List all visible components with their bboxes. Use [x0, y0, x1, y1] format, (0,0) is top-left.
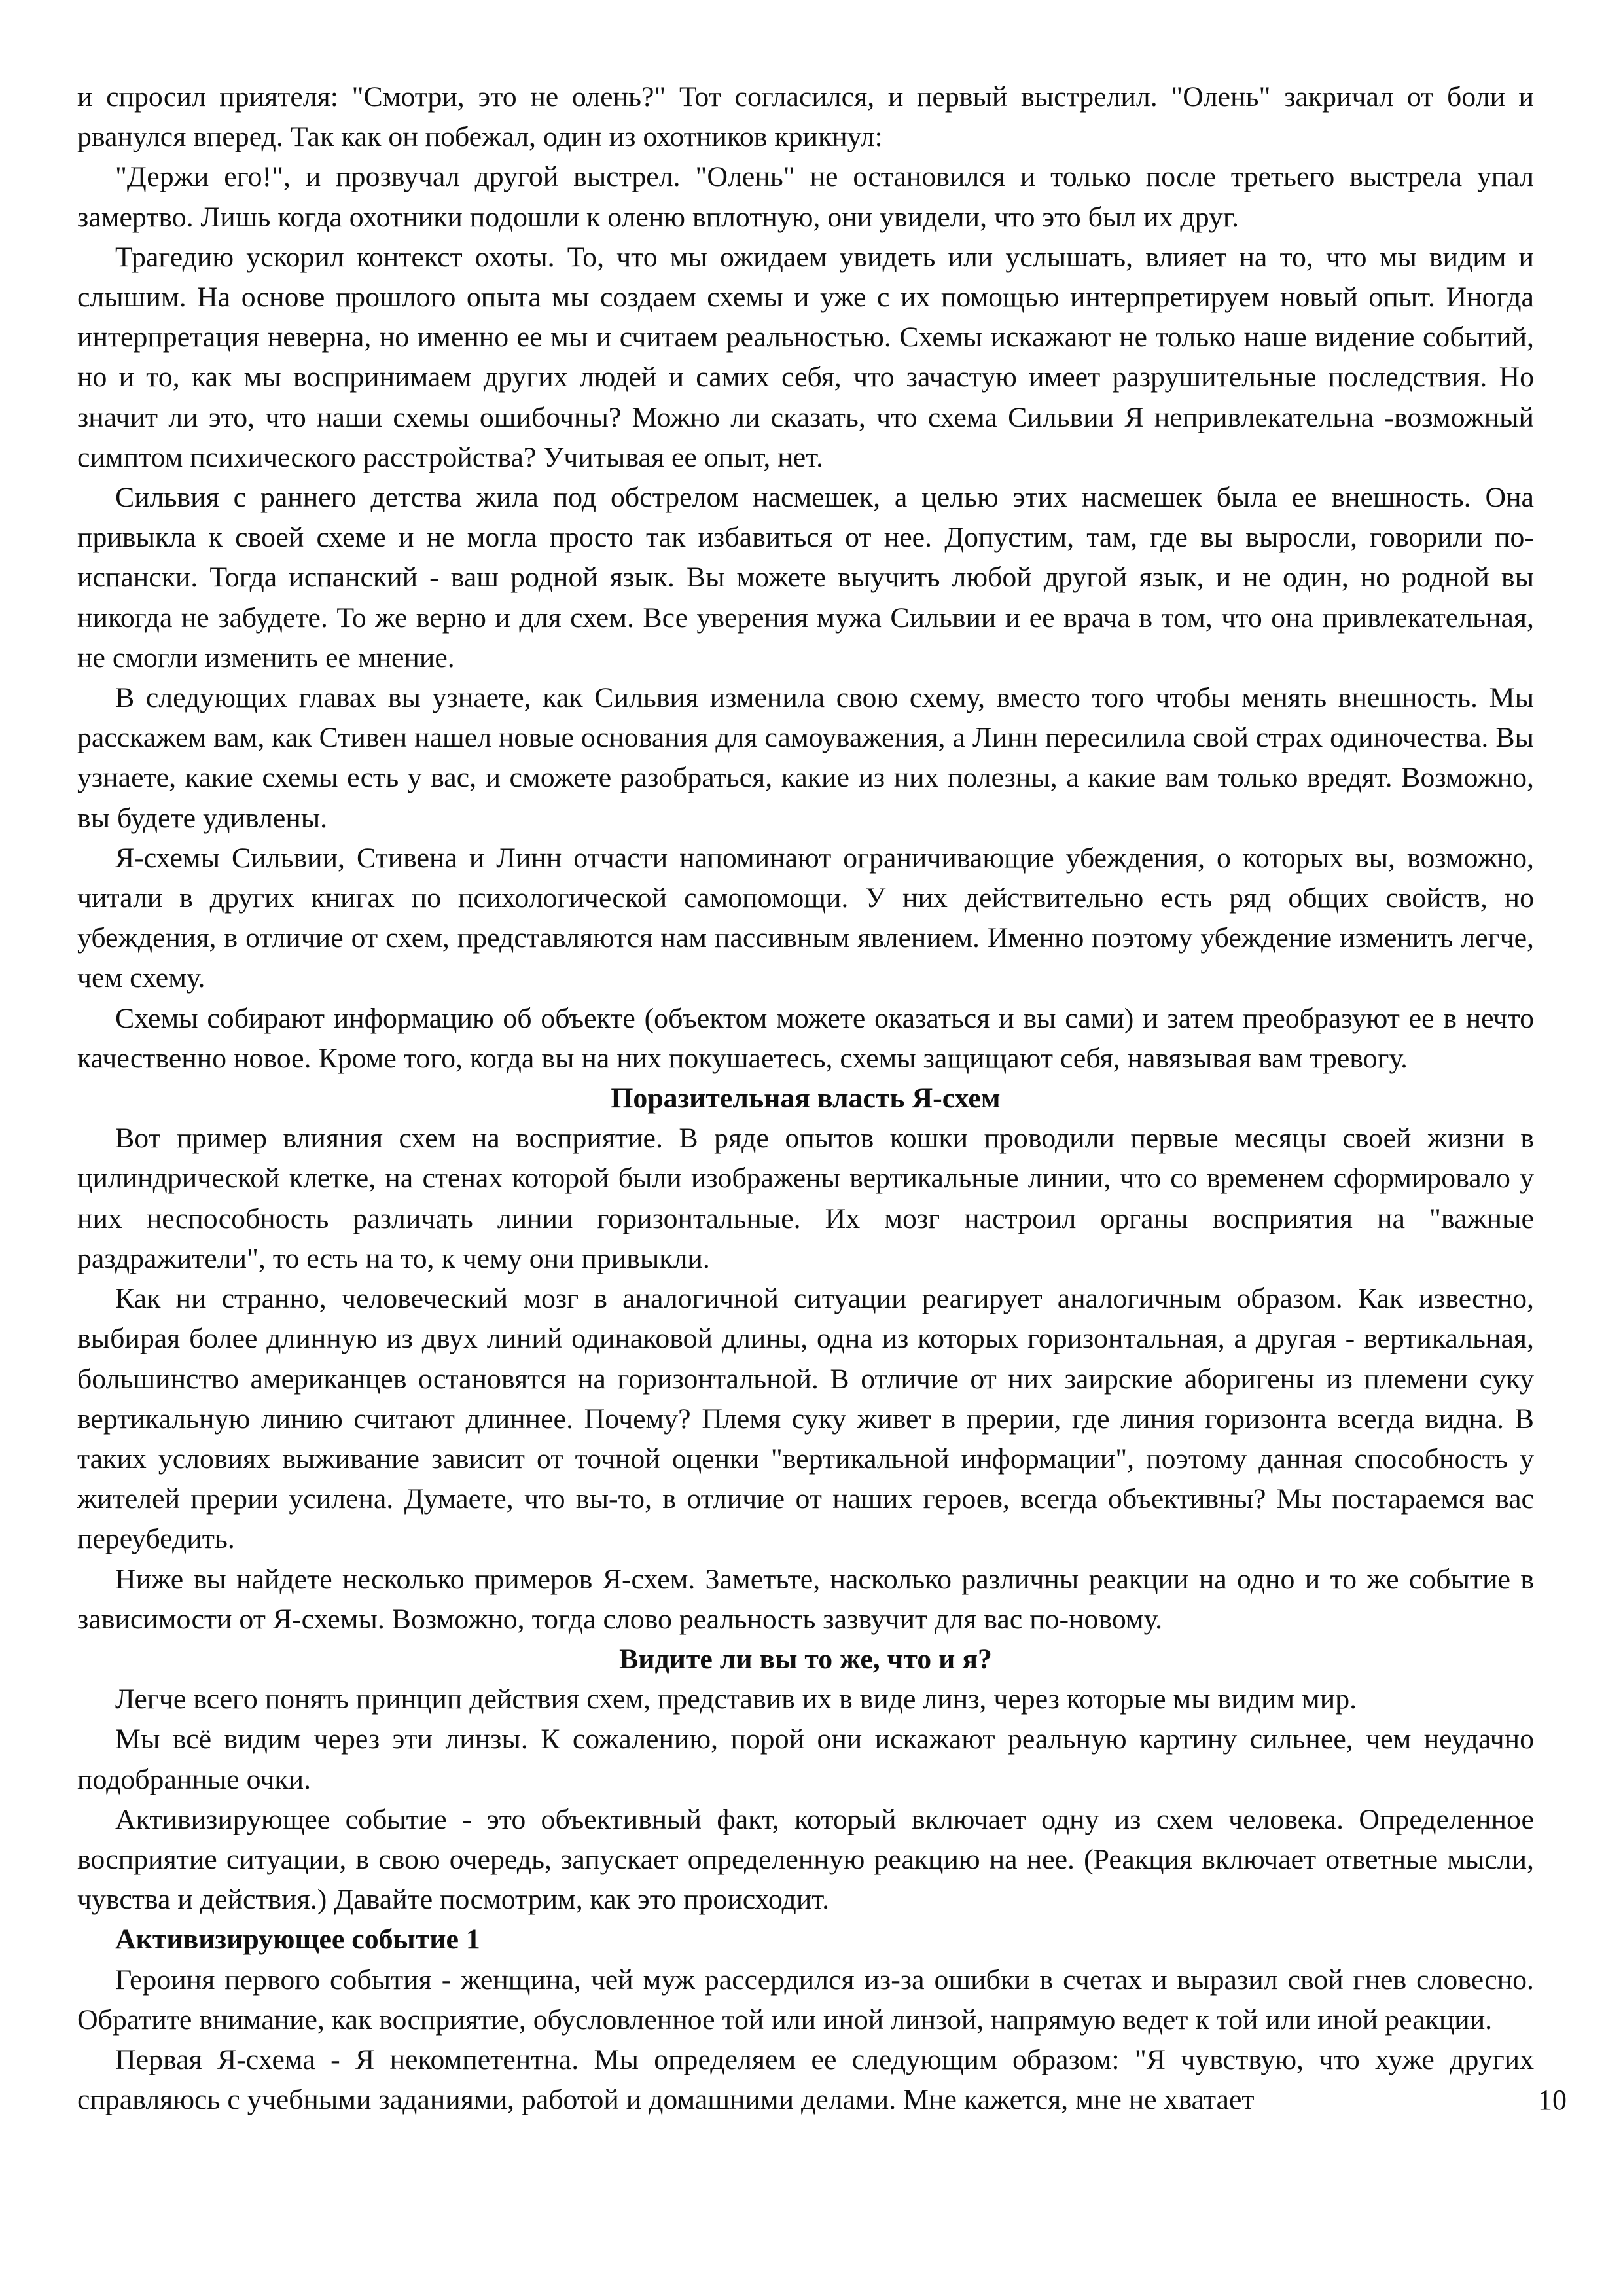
section-heading: Поразительная власть Я-схем	[611, 1083, 1001, 1115]
paragraph: Я-схемы Сильвии, Стивена и Линн отчасти напоминают ограничивающие убеждения, о которых вы, возможно, читали в других книгах по психологической самопомощи. У них действительно есть ряд общих свойств, но убеждения, в отличие от схем, представляются нам пассивным явлением. Именно поэтому убеждение изменить легче, чем схему.	[77, 842, 1534, 994]
subsection-heading: Активизирующее событие 1	[115, 1924, 480, 1956]
paragraph: Трагедию ускорил контекст охоты. То, что мы ожидаем увидеть или услышать, влияет на то, что мы видим и слышим. На основе прошлого опыта мы создаем схемы и уже с их помощью интерпретируем новый опыт. Иногда интерпретация неверна, но именно ее мы и считаем реальностью. Схемы искажают не только наше видение событий, но и то, как мы воспринимаем других людей и самих себя, что зачастую имеет разрушительные последствия. Но значит ли это, что наши схемы ошибочны? Можно ли сказать, что схема Сильвии Я непривлекательна -возможный симптом психического расстройства? Учитывая ее опыт, нет.	[77, 241, 1534, 473]
section-heading: Видите ли вы то же, что и я?	[619, 1643, 992, 1675]
paragraph: Сильвия с раннего детства жила под обстрелом насмешек, а целью этих насмешек была ее внешность. Она привыкла к своей схеме и не могла просто так избавиться от нее. Допустим, там, где вы выросли, говорили по-испански. Тогда испанский - ваш родной язык. Вы можете выучить любой другой язык, и не один, но родной вы никогда не забудете. То же верно и для схем. Все уверения мужа Сильвии и ее врача в том, что она привлекательная, не смогли изменить ее мнение.	[77, 482, 1534, 673]
paragraph: Мы всё видим через эти линзы. К сожалению, порой они искажают реальную картину сильнее, чем неудачно подобранные очки.	[77, 1723, 1534, 1795]
paragraph: Героиня первого события - женщина, чей муж рассердился из-за ошибки в счетах и выразил свой гнев словесно. Обратите внимание, как восприятие, обусловленное той или иной линзой, напрямую ведет к той или иной реакции.	[77, 1964, 1534, 2036]
paragraph: Активизирующее событие - это объективный факт, который включает одну из схем человека. Определенное восприятие ситуации, в свою очередь, запускает определенную реакцию на нее. (Реакция включает ответные мысли, чувства и действия.) Давайте посмотрим, как это происходит.	[77, 1803, 1534, 1916]
page-number: 10	[1538, 2084, 1567, 2116]
paragraph: Ниже вы найдете несколько примеров Я-схем. Заметьте, насколько различны реакции на одно и то же событие в зависимости от Я-схемы. Возможно, тогда слово реальность зазвучит для вас по-новому.	[77, 1563, 1534, 1635]
paragraph: Вот пример влияния схем на восприятие. В ряде опытов кошки проводили первые месяцы своей жизни в цилиндрической клетке, на стенах которой были изображены вертикальные линии, что со временем сформировало у них неспособность различать линии горизонтальные. Их мозг настроил органы восприятия на "важные раздражители", то есть на то, к чему они привыкли.	[77, 1122, 1534, 1274]
paragraph: Схемы собирают информацию об объекте (объектом можете оказаться и вы сами) и затем преобразуют ее в нечто качественно новое. Кроме того, когда вы на них покушаетесь, схемы защищают себя, навязывая вам тревогу.	[77, 1002, 1534, 1074]
paragraph: "Держи его!", и прозвучал другой выстрел. "Олень" не остановился и только после третьего выстрела упал замертво. Лишь когда охотники подошли к оленю вплотную, они увидели, что это был их друг.	[77, 161, 1534, 233]
paragraph: Первая Я-схема - Я некомпетентна. Мы определяем ее следующим образом: "Я чувствую, что хуже других справляюсь с учебными заданиями, работой и домашними делами. Мне кажется, мне не хватает	[77, 2043, 1534, 2116]
paragraph: Как ни странно, человеческий мозг в аналогичной ситуации реагирует аналогичным образом. Как известно, выбирая более длинную из двух линий одинаковой длины, одна из которых горизонтальная, а другая - вертикальная, большинство американцев остановятся на горизонтальной. В отличие от них заирские аборигены из племени суку вертикальную линию считают длиннее. Почему? Племя суку живет в прерии, где линия горизонта всегда видна. В таких условиях выживание зависит от точной оценки "вертикальной информации", поэтому данная способность у жителей прерии усилена. Думаете, что вы-то, в отличие от наших героев, всегда объективны? Мы постараемся вас переубедить.	[77, 1283, 1534, 1555]
page-body	[77, 77, 1534, 2120]
paragraph: В следующих главах вы узнаете, как Сильвия изменила свою схему, вместо того чтобы менять внешность. Мы расскажем вам, как Стивен нашел новые основания для самоуважения, а Линн пересилила свой страх одиночества. Вы узнаете, какие схемы есть у вас, и сможете разобраться, какие из них полезны, а какие вам только вредят. Возможно, вы будете удивлены.	[77, 682, 1534, 834]
paragraph: Легче всего понять принцип действия схем, представив их в виде линз, через которые мы видим мир.	[115, 1683, 1357, 1715]
paragraph: и спросил приятеля: "Смотри, это не олень?" Тот согласился, и первый выстрелил. "Олень" закричал от боли и рванулся вперед. Так как он побежал, один из охотников крикнул:	[77, 81, 1534, 153]
